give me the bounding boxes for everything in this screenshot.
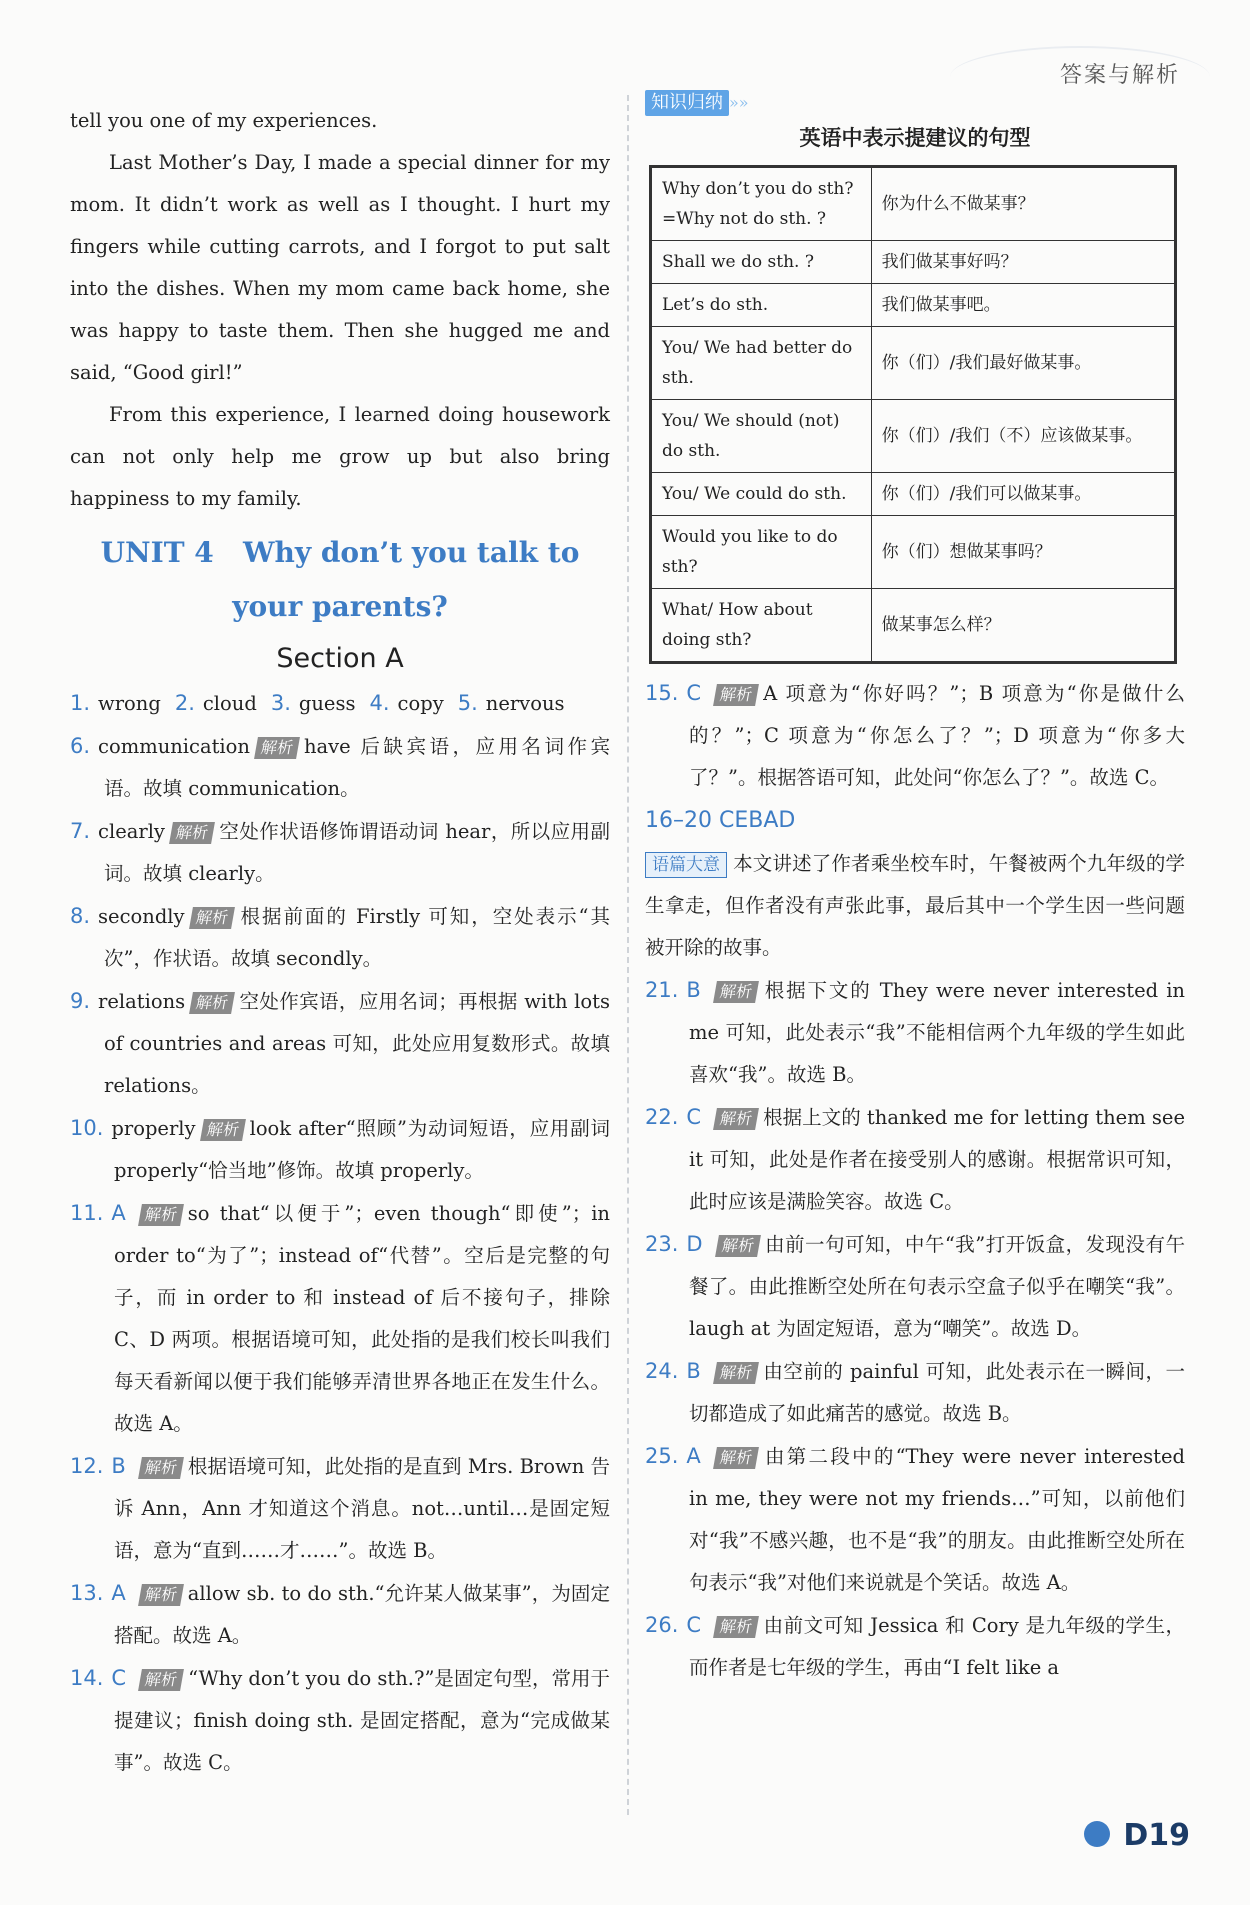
summary-tag: 语篇大意 [645, 852, 727, 878]
answer-item: 1. wrong [70, 691, 161, 715]
essay-paragraph-1: tell you one of my experiences. [70, 109, 378, 132]
answer-item-13: 13. A 解析 allow sb. to do sth.“允许某人做某事”，为固定搭配。故选 A。 [70, 1581, 610, 1647]
answer-item: 3. guess [270, 691, 356, 715]
answer-item-10: 10. properly 解析 look after“照顾”为动词短语，应用副词 properly“恰当地”修饰。故填 properly。 [70, 1116, 610, 1182]
answer-item-15: 15. C 解析 A 项意为“你好吗？”；B 项意为“你是做什么的？”；C 项意为“你怎么了？”；D 项意为“你多大了？”。根据答语可知，此处问“你怎么了？”。故选 C。 [645, 681, 1185, 789]
analysis-tag: 解析 [713, 981, 759, 1003]
table-row: Let’s do sth. 我们做某事吧。 [652, 284, 1175, 327]
analysis-tag: 解析 [189, 907, 235, 929]
suggestion-table [649, 165, 1177, 664]
page-number: D19 [1123, 1818, 1190, 1853]
answer-item: 5. nervous [457, 691, 565, 715]
analysis-tag: 解析 [713, 684, 759, 706]
analysis-tag: 解析 [138, 1584, 184, 1606]
answer-item: 2. cloud [174, 691, 257, 715]
unit-title-line-2: your parents? [232, 590, 448, 623]
knowledge-tag: 知识归纳 [645, 90, 729, 116]
table-title: 英语中表示提建议的句型 [799, 126, 1031, 150]
analysis-tag: 解析 [189, 992, 235, 1014]
analysis-tag: 解析 [715, 1235, 761, 1257]
answer-item-9: 9. relations 解析 空处作宾语，应用名词；再根据 with lots of countries and areas 可知，此处应用复数形式。故填 relations。 [70, 989, 610, 1097]
analysis-tag: 解析 [138, 1204, 184, 1226]
suggestion-table-grid [651, 167, 1175, 662]
table-row: What/ How about doing sth? 做某事怎么样？ [652, 589, 1175, 662]
left-column [70, 100, 610, 1784]
answer-item-21: 21. B 解析 根据下文的 They were never interested in me 可知，此处表示“我”不能相信两个九年级的学生如此喜欢“我”。故选 B。 [645, 978, 1185, 1086]
analysis-tag: 解析 [713, 1362, 759, 1384]
answer-item-26: 26. C 解析 由前文可知 Jessica 和 Cory 是九年级的学生，而作者是七年级的学生，再由“I felt like a [645, 1613, 1185, 1679]
table-row: Would you like to do sth? 你（们）想做某事吗？ [652, 516, 1175, 589]
summary-paragraph: 语篇大意 本文讲述了作者乘坐校车时，午餐被两个九年级的学生拿走，但作者没有声张此事，最后其中一个学生因一些问题被开除的故事。 [645, 852, 1185, 959]
answer-item-25: 25. A 解析 由第二段中的“They were never interested in me, they were not my friends…”可知，以前他们对“我”不感兴趣，也不是“我”的朋友。由此推断空处所在句表示“我”对他们来说就是个笑话。故选 A。 [645, 1444, 1185, 1594]
analysis-tag: 解析 [138, 1457, 184, 1479]
analysis-tag: 解析 [138, 1669, 184, 1691]
answer-item: 4. copy [369, 691, 444, 715]
table-row: Shall we do sth. ? 我们做某事好吗？ [652, 241, 1175, 284]
answer-item-6: 6. communication 解析 have 后缺宾语，应用名词作宾语。故填 communication。 [70, 734, 610, 800]
section-heading: Section A [276, 643, 404, 674]
analysis-tag: 解析 [254, 737, 300, 759]
page-badge-icon [1084, 1821, 1110, 1847]
analysis-tag: 解析 [713, 1108, 759, 1130]
table-row: You/ We could do sth. 你（们）/我们可以做某事。 [652, 473, 1175, 516]
analysis-tag: 解析 [200, 1119, 246, 1141]
knowledge-header [645, 86, 1185, 119]
analysis-tag: 解析 [713, 1616, 759, 1638]
unit-title-line-1: UNIT 4 Why don’t you talk to [100, 536, 580, 569]
answer-item-22: 22. C 解析 根据上文的 thanked me for letting them see it 可知，此处是作者在接受别人的感谢。根据常识可知，此时应该是满脸笑容。故选 C。 [645, 1105, 1185, 1213]
answer-item-14: 14. C 解析 “Why don’t you do sth.?”是固定句型，常用于提建议；finish doing sth. 是固定搭配，意为“完成做某事”。故选 C。 [70, 1666, 610, 1774]
answer-item-11: 11. A 解析 so that“以便于”；even though“即使”；in order to“为了”；instead of“代替”。空后是完整的句子，而 in order to 和 instead of 后不接句子，排除 C、D 两项。根据语境可知，此处指的是我们校长叫我们每天看新闻以便于我们能够弄清世界各地正在发生什么。故选 A。 [70, 1201, 610, 1435]
table-row: Why don’t you do sth? =Why not do sth. ? 你为什么不做某事？ [652, 168, 1175, 241]
analysis-tag: 解析 [713, 1447, 759, 1469]
chevron-right-icon: »» [729, 93, 749, 112]
column-divider [627, 95, 629, 1815]
answer-item-24: 24. B 解析 由空前的 painful 可知，此处表示在一瞬间，一切都造成了如此痛苦的感觉。故选 B。 [645, 1359, 1185, 1425]
answer-group-16-20: 16–20 CEBAD [645, 808, 796, 833]
unit-title [70, 526, 610, 634]
answer-row-1-5 [70, 682, 610, 725]
answer-item-23: 23. D 解析 由前一句可知，中午“我”打开饭盒，发现没有午餐了。由此推断空处所在句表示空盒子似乎在嘲笑“我”。laugh at 为固定短语，意为“嘲笑”。故选 D。 [645, 1232, 1185, 1340]
table-row: You/ We should (not) do sth. 你（们）/我们（不）应该做某事。 [652, 400, 1175, 473]
right-column [645, 86, 1185, 1689]
answer-item-12: 12. B 解析 根据语境可知，此处指的是直到 Mrs. Brown 告诉 Ann，Ann 才知道这个消息。not…until…是固定短语，意为“直到……才……”。故选 B。 [70, 1454, 610, 1562]
header-label: 答案与解析 [1059, 63, 1180, 88]
answer-item-7: 7. clearly 解析 空处作状语修饰谓语动词 hear，所以应用副词。故填 clearly。 [70, 819, 610, 885]
essay-paragraph-3: From this experience, I learned doing housework can not only help me grow up but also bring happiness to my family. [70, 403, 610, 510]
answer-item-8: 8. secondly 解析 根据前面的 Firstly 可知，空处表示“其次”，作状语。故填 secondly。 [70, 904, 610, 970]
table-row: You/ We had better do sth. 你（们）/我们最好做某事。 [652, 327, 1175, 400]
analysis-tag: 解析 [169, 822, 215, 844]
essay-paragraph-2: Last Mother’s Day, I made a special dinner for my mom. It didn’t work as well as I thought. I hurt my fingers while cutting carrots, and I forgot to put salt into the dishes. When my mom came back home, she was happy to taste them. Then she hugged me and said, “Good girl!” [70, 151, 610, 384]
